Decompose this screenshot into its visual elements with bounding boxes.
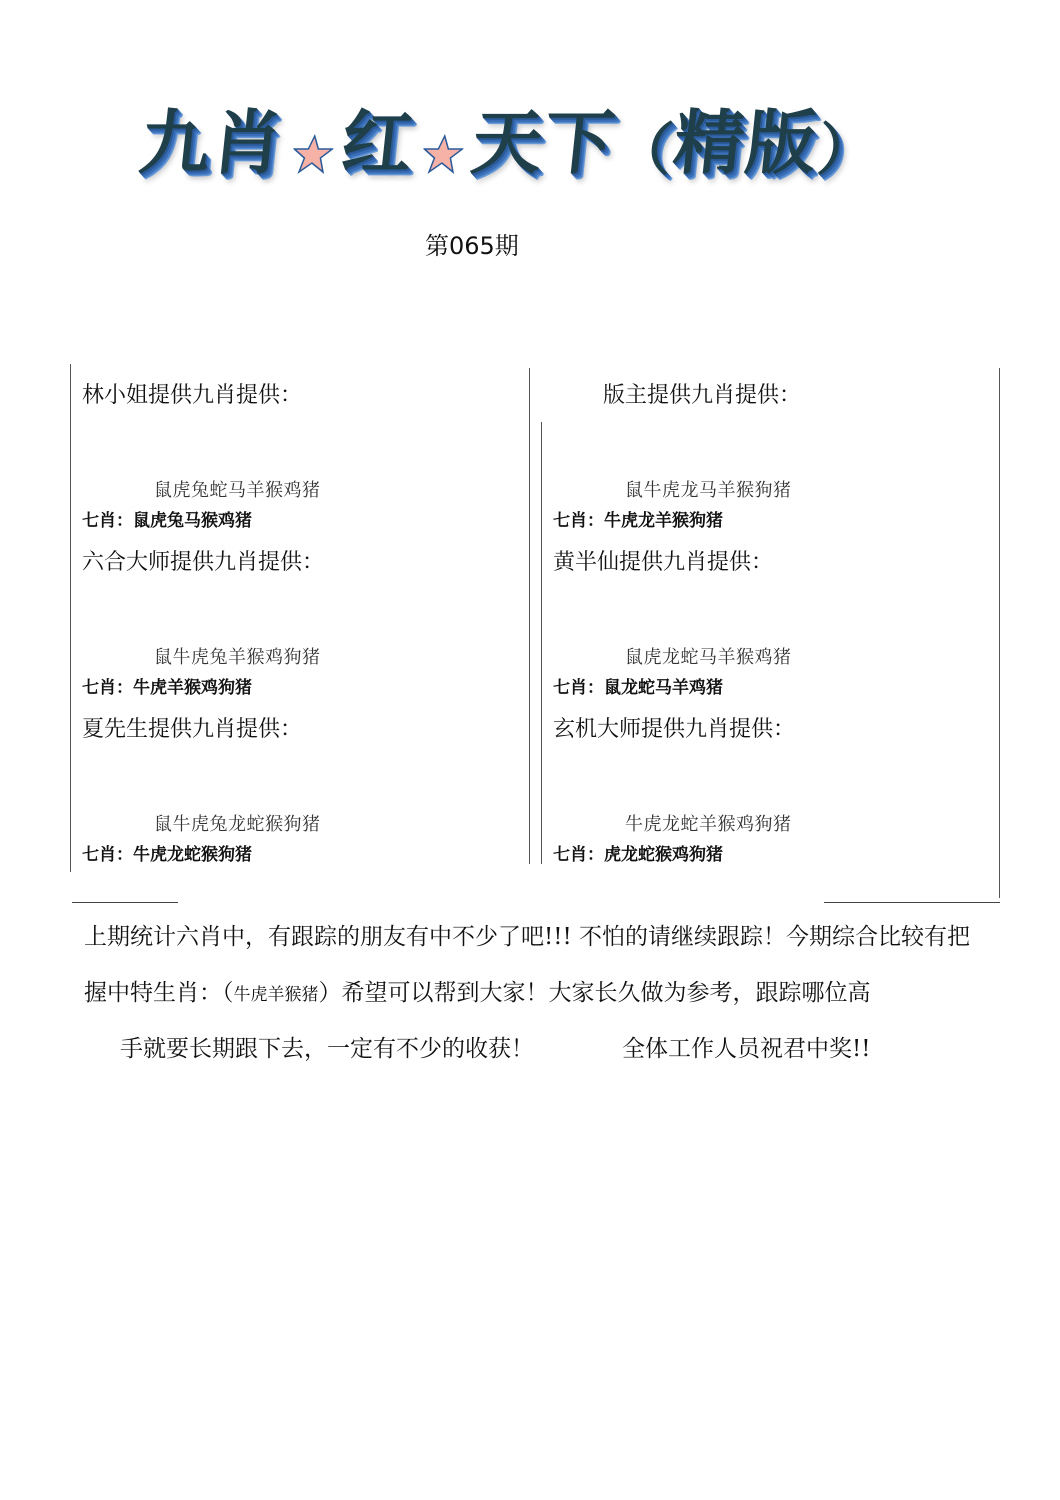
panel-banzhu: [543, 368, 983, 536]
banner-char: 肖: [207, 101, 287, 184]
banner-char: 九: [135, 101, 215, 184]
grid-line-right: [999, 368, 1000, 898]
seven-zodiac: 七肖：虎龙蛇猴鸡狗猪: [553, 845, 723, 865]
grid-line-middle-b: [541, 422, 542, 864]
footer-line-1: 上期统计六肖中，有跟踪的朋友有中不少了吧!!! 不怕的请继续跟踪！今期综合比较有把: [84, 924, 971, 950]
seven-zodiac: 七肖：牛虎龙蛇猴狗猪: [82, 845, 252, 865]
special-zodiac: 牛虎羊猴猪: [233, 985, 319, 1005]
grid-line-middle-a: [529, 368, 530, 864]
panel-title: 夏先生提供九肖提供：: [82, 717, 303, 742]
footer-line-2-prefix: 握中特生肖：: [84, 980, 222, 1006]
banner-char: 版: [741, 101, 821, 184]
nine-zodiac: 鼠牛虎兔龙蛇猴狗猪: [154, 814, 321, 835]
panel-liuhe-dashi: [72, 535, 512, 703]
footer-paren-open: （: [222, 980, 234, 1006]
banner-char: 天: [467, 101, 547, 184]
seven-zodiac: 七肖：牛虎龙羊猴狗猪: [553, 511, 723, 531]
nine-zodiac: 牛虎龙蛇羊猴鸡狗猪: [625, 814, 792, 835]
star-icon: [291, 134, 335, 174]
banner-title: [135, 78, 880, 184]
issue-number: 第065期: [425, 232, 519, 260]
footer-paren-close: ）: [318, 980, 342, 1006]
footer-line-2-suffix: 希望可以帮到大家！大家长久做为参考，跟踪哪位高: [341, 980, 871, 1006]
seven-zodiac: 七肖：鼠龙蛇马羊鸡猪: [553, 678, 723, 698]
banner-star-char: [410, 108, 473, 178]
grid-line-left: [70, 364, 71, 872]
panel-xuanji-dashi: [543, 702, 983, 870]
footer-line-3b: 全体工作人员祝君中奖!!: [622, 1036, 871, 1062]
seven-zodiac: 七肖：鼠虎兔马猴鸡猪: [82, 511, 252, 531]
panel-lin-xiaojie: [72, 368, 512, 536]
panel-title: 黄半仙提供九肖提供：: [553, 550, 774, 575]
panel-title: 林小姐提供九肖提供：: [82, 383, 303, 408]
banner-char: ）: [814, 117, 878, 183]
banner-star-char: [280, 108, 343, 178]
star-icon: [421, 134, 465, 174]
seven-zodiac: 七肖：牛虎羊猴鸡狗猪: [82, 678, 252, 698]
bottom-rule-right: [824, 902, 1000, 903]
panel-title: 六合大师提供九肖提供：: [82, 550, 325, 575]
nine-zodiac: 鼠虎龙蛇马羊猴鸡猪: [625, 647, 792, 668]
nine-zodiac: 鼠牛虎龙马羊猴狗猪: [625, 480, 792, 501]
banner-char: （: [612, 117, 676, 183]
banner-char: 红: [337, 101, 417, 184]
nine-zodiac: 鼠虎兔蛇马羊猴鸡猪: [154, 480, 321, 501]
panel-xia-xiansheng: [72, 702, 512, 870]
footer-line-3a: 手就要长期跟下去，一定有不少的收获！: [120, 1036, 534, 1062]
panel-huang-banxian: [543, 535, 983, 703]
panel-title: 玄机大师提供九肖提供：: [553, 717, 796, 742]
bottom-rule-left: [72, 902, 178, 903]
footer-line-2: [84, 974, 871, 1007]
panel-title: 版主提供九肖提供：: [603, 383, 802, 408]
nine-zodiac: 鼠牛虎兔羊猴鸡狗猪: [154, 647, 321, 668]
banner-char: 精: [669, 101, 749, 184]
banner-char: 下: [539, 101, 619, 184]
